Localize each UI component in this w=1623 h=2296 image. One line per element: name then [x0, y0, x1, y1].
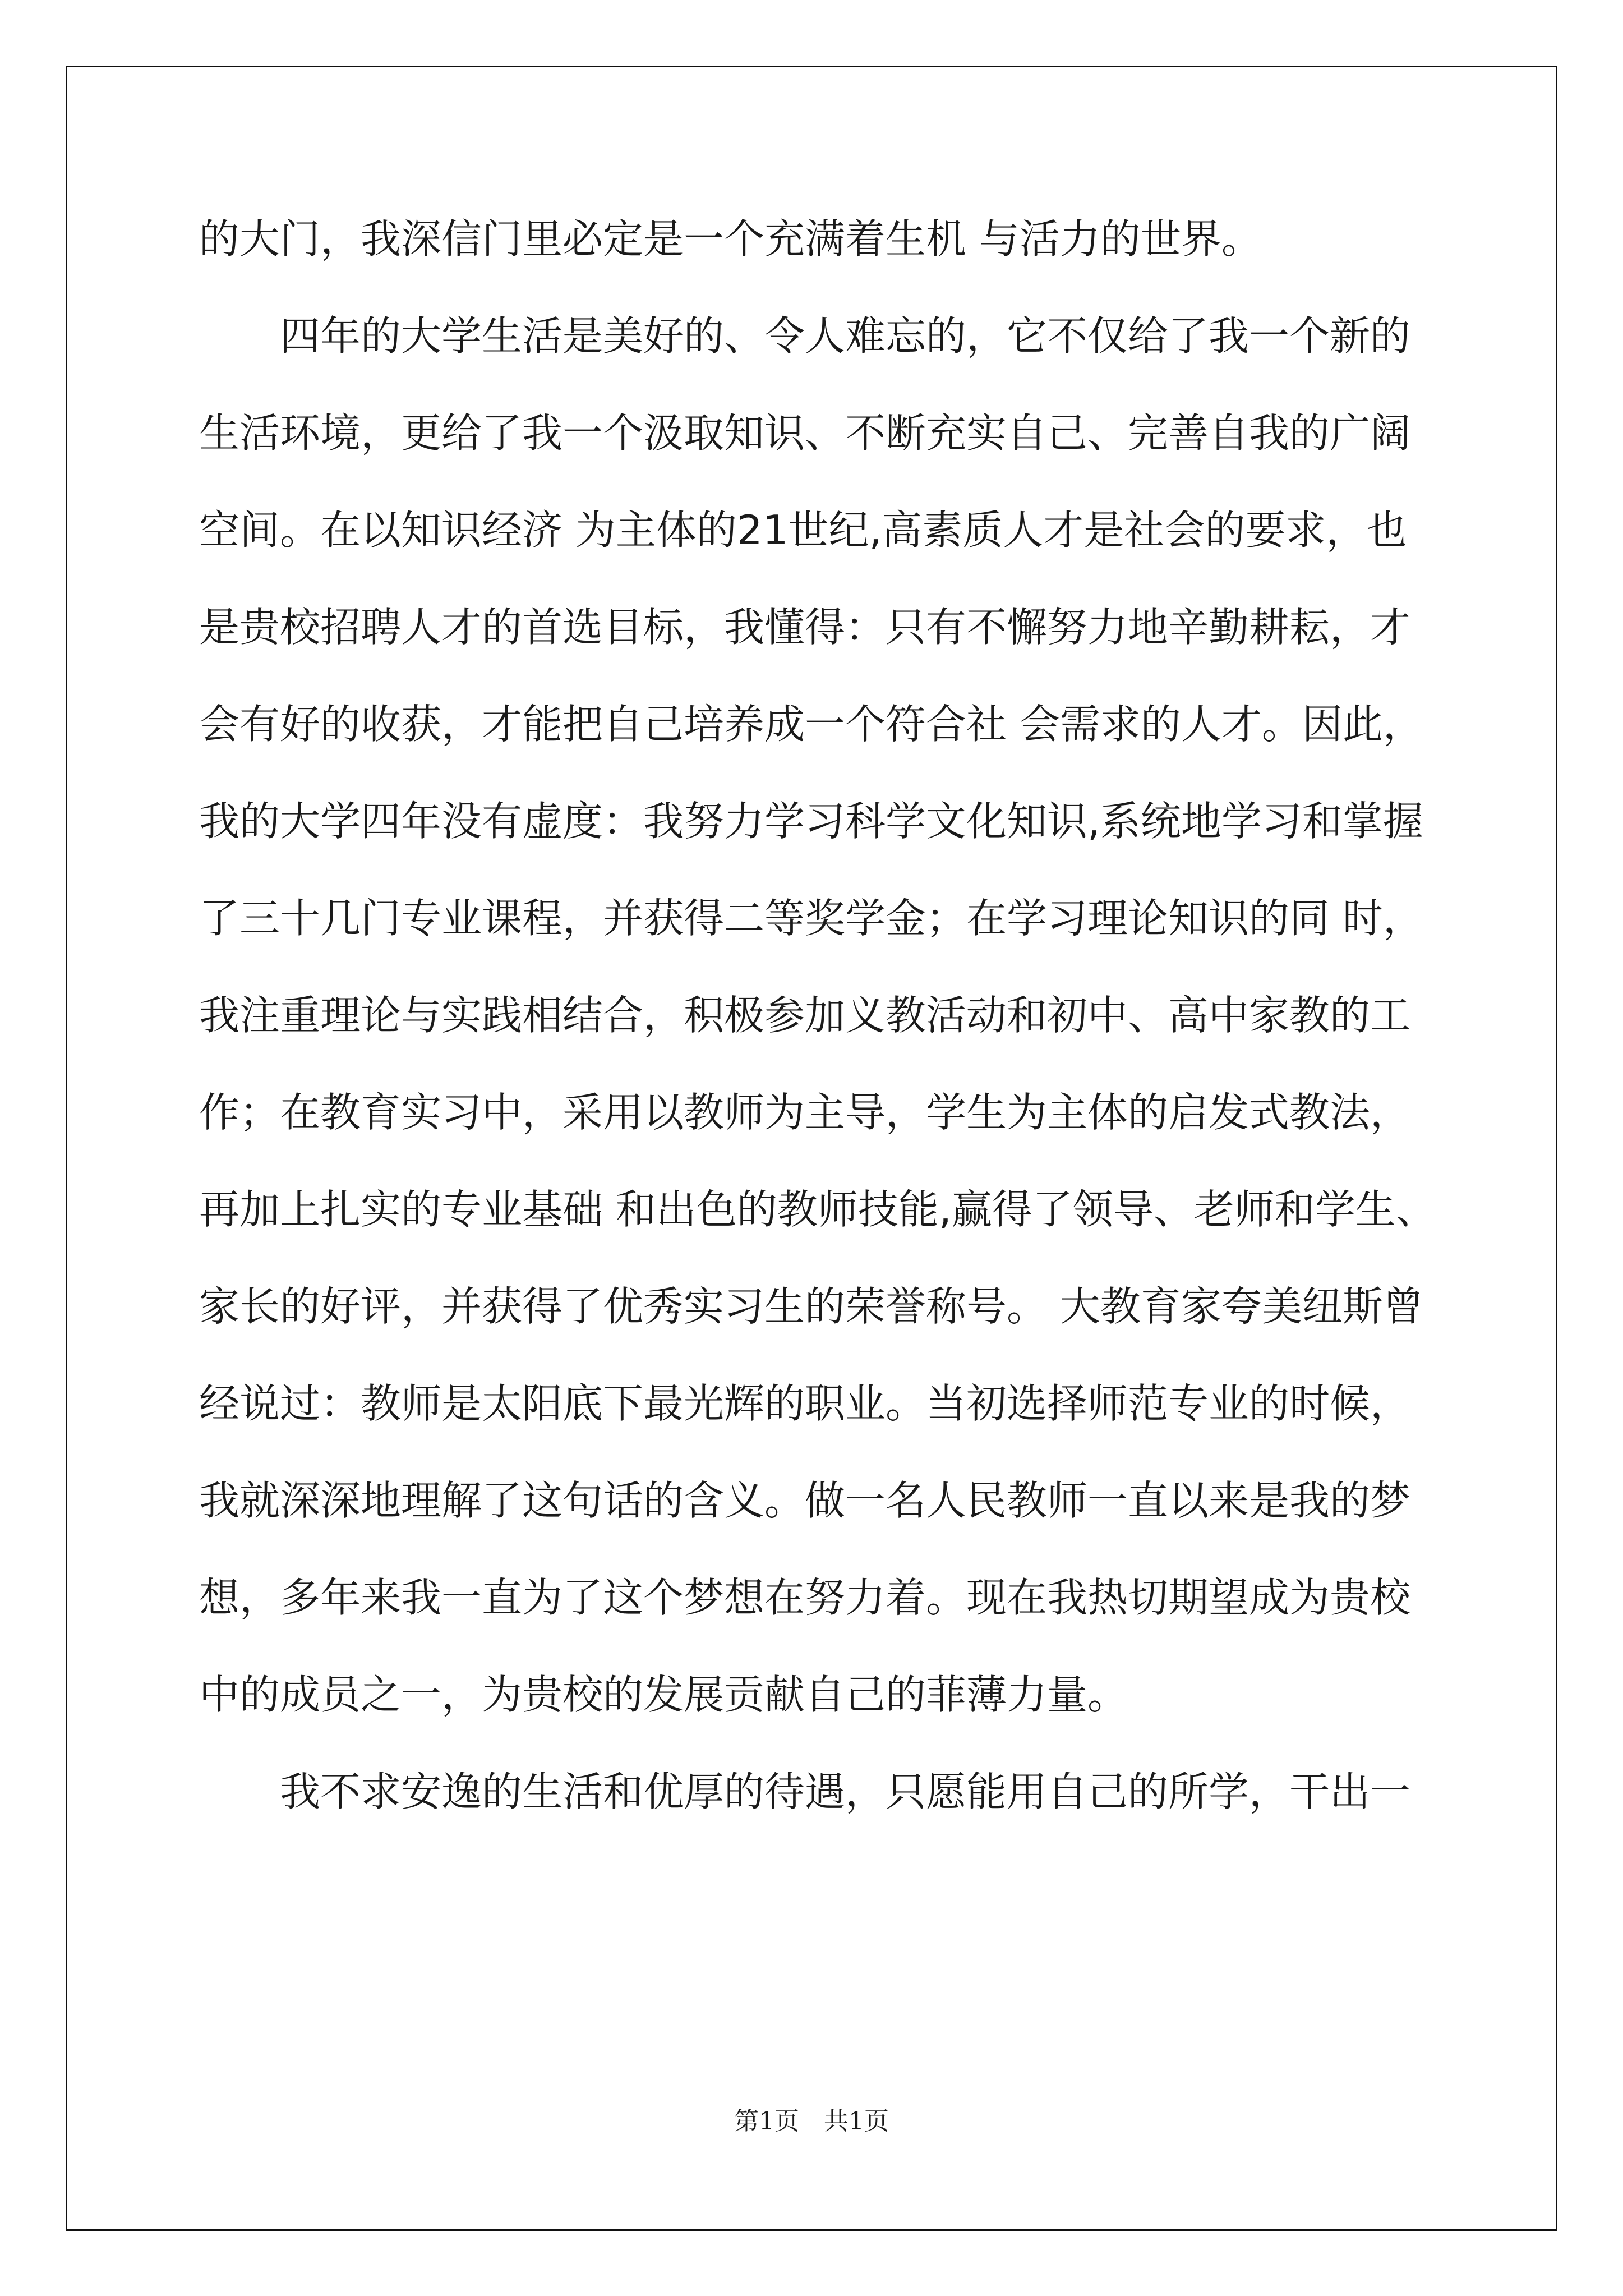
document-body — [199, 191, 1436, 1841]
text-line: 我就深深地理解了这句话的含义。做一名人民教师一直以来是我的梦 — [199, 1477, 1411, 1524]
text-line: 的大门，我深信门里必定是一个充满着生机 与活力的世界。 — [199, 215, 1262, 263]
page-footer — [0, 2101, 1623, 2137]
text-line: 生活环境，更给了我一个汲取知识、不断充实自己、完善自我的广阔 — [199, 409, 1411, 457]
text-line: 我不求安逸的生活和优厚的待遇，只愿能用自己的所学，干出一 — [280, 1768, 1411, 1815]
text-line: 我的大学四年没有虚度：我努力学习科学文化知识,系统地学习和掌握 — [199, 798, 1423, 845]
text-line: 再加上扎实的专业基础 和出色的教师技能,赢得了领导、老师和学生、 — [199, 1186, 1436, 1233]
page-number: 第1页 共1页 — [734, 2107, 889, 2136]
text-line: 是贵校招聘人才的首选目标，我懂得：只有不懈努力地辛勤耕耘，才 — [199, 604, 1411, 651]
text-line: 家长的好评，并获得了优秀实习生的荣誉称号。 大教育家夸美纽斯曾 — [199, 1283, 1423, 1330]
text-line: 我注重理论与实践相结合，积极参加义教活动和初中、高中家教的工 — [199, 992, 1411, 1039]
text-line: 空间。在以知识经济 为主体的21世纪,高素质人才是社会的要求，也 — [199, 507, 1407, 554]
text-line: 中的成员之一，为贵校的发展贡献自己的菲薄力量。 — [199, 1671, 1128, 1718]
text-line: 想，多年来我一直为了这个梦想在努力着。现在我热切期望成为贵校 — [199, 1574, 1411, 1621]
text-line: 作；在教育实习中，采用以教师为主导，学生为主体的启发式教法， — [199, 1089, 1411, 1136]
text-line: 经说过：教师是太阳底下最光辉的职业。当初选择师范专业的时候， — [199, 1380, 1411, 1427]
text-line: 会有好的收获，才能把自己培养成一个符合社 会需求的人才。因此， — [199, 701, 1423, 748]
text-line: 四年的大学生活是美好的、令人难忘的，它不仅给了我一个新的 — [280, 312, 1411, 360]
text-line: 了三十几门专业课程，并获得二等奖学金；在学习理论知识的同 时， — [199, 895, 1423, 942]
